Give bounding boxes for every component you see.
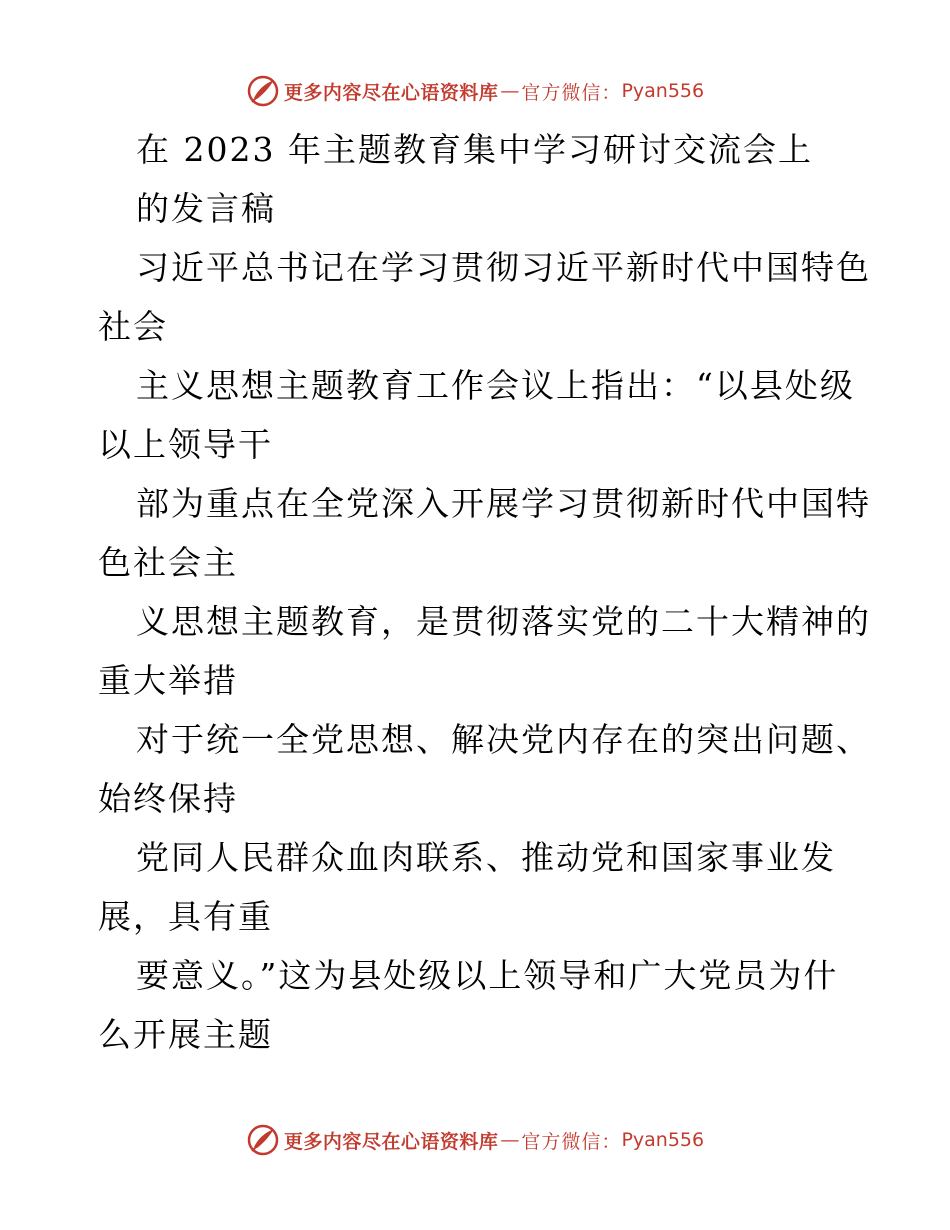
header-wechat-id: Pyan556 — [621, 80, 705, 102]
header-banner — [0, 71, 950, 111]
footer-wechat-label: 官方微信： — [521, 1130, 622, 1153]
paragraph-line: 对于统一全党思想、解决党内存在的突出问题、 — [136, 720, 871, 759]
quill-logo-icon — [246, 1123, 280, 1157]
footer-banner-separator: — — [500, 1129, 520, 1151]
paragraph-line: 始终保持 — [98, 779, 238, 818]
paragraph-line: 重大举措 — [98, 661, 238, 700]
header-banner-separator: — — [500, 80, 520, 102]
title-line-2: 的发言稿 — [136, 189, 276, 228]
paragraph-line: 以上领导干 — [98, 425, 273, 464]
quill-logo-icon — [246, 74, 280, 108]
paragraph-line: 习近平总书记在学习贯彻习近平新时代中国特色 — [136, 248, 871, 287]
title-line-1: 在 2023 年主题教育集中学习研讨交流会上 — [136, 130, 813, 169]
footer-wechat-id: Pyan556 — [621, 1129, 705, 1151]
footer-banner — [0, 1120, 950, 1160]
paragraph-line: 党同人民群众血肉联系、推动党和国家事业发 — [136, 838, 836, 877]
paragraph-line: 要意义。”这为县处级以上领导和广大党员为什 — [136, 956, 839, 995]
footer-banner-text: 更多内容尽在心语资料库 — [283, 1130, 499, 1153]
paragraph-line: 主义思想主题教育工作会议上指出：“以县处级 — [136, 366, 855, 405]
header-banner-text: 更多内容尽在心语资料库 — [283, 81, 499, 104]
paragraph-line: 部为重点在全党深入开展学习贯彻新时代中国特 — [136, 484, 871, 523]
paragraph-line: 社会 — [98, 307, 168, 346]
paragraph-line: 义思想主题教育，是贯彻落实党的二十大精神的 — [136, 602, 871, 641]
paragraph-line: 色社会主 — [98, 543, 238, 582]
header-wechat-label: 官方微信： — [521, 81, 622, 104]
paragraph-line: 么开展主题 — [98, 1015, 273, 1054]
paragraph-line: 展，具有重 — [98, 897, 273, 936]
document-body — [98, 120, 871, 1064]
